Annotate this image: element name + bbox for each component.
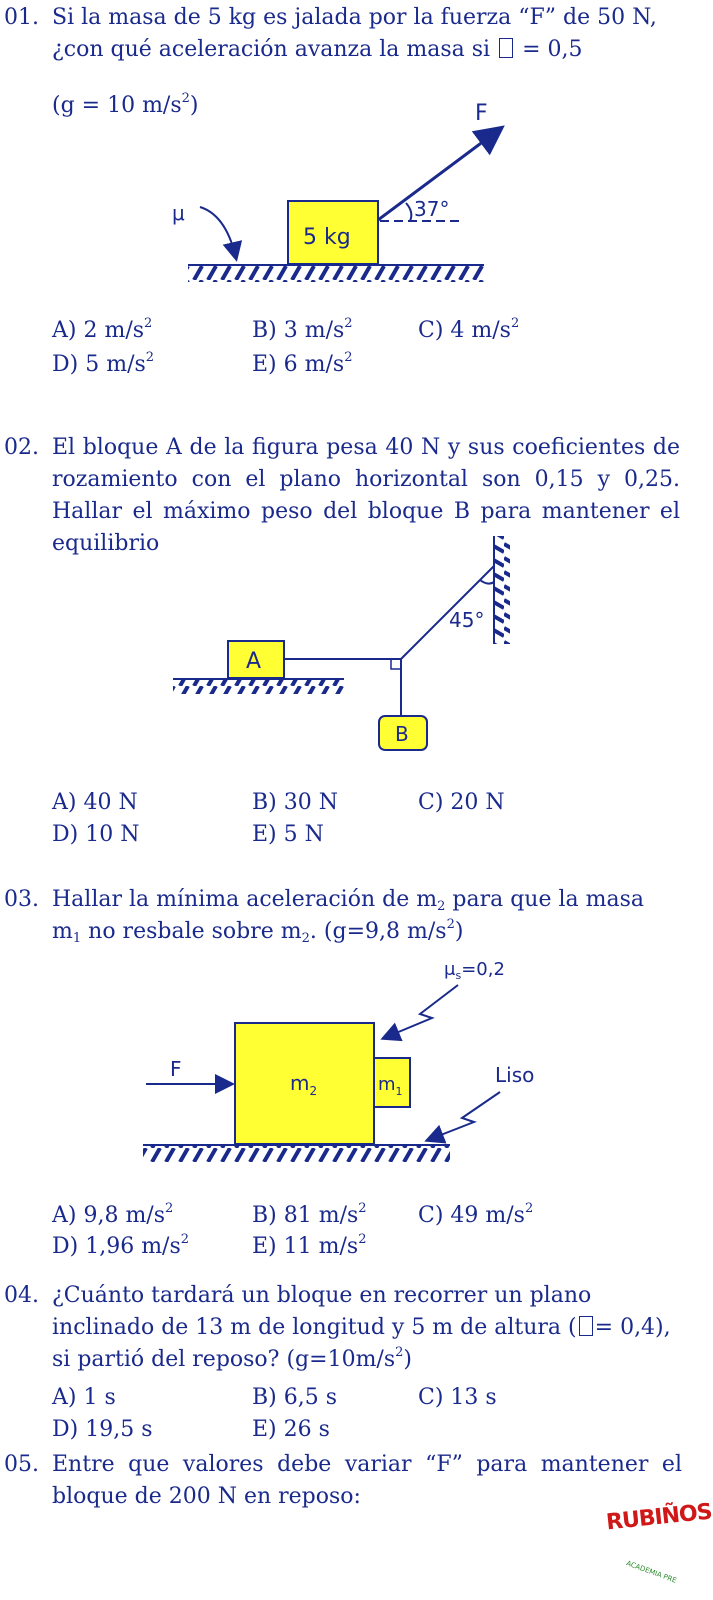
q3-m2-label: $m_2$ (290, 1071, 318, 1098)
q3-liso-label: Liso (495, 1063, 535, 1087)
q3-ground (143, 1146, 450, 1162)
q2-option-a[interactable]: A) 40 N (52, 790, 138, 815)
q3-option-d[interactable]: D) 1,96 $m/s^2$ (52, 1232, 190, 1259)
rubinos-logo-subtitle: ACADEMIA PRE (625, 1559, 678, 1585)
q5-text: Entre que valores debe variar “F” para mantener el bloque de 200 N en reposo: (52, 1452, 682, 1509)
q1-line1: Si la masa de 5 kg es jalada por la fuerza “F” de 50 N, (52, 5, 657, 30)
q3-mu-arrow (384, 985, 458, 1038)
q4-text (52, 1280, 682, 1376)
q4-option-b[interactable]: B) 6,5 s (252, 1385, 338, 1410)
missing-symbol-box (579, 1316, 593, 1336)
q2-angle-label: 45° (449, 608, 485, 632)
q3-option-b[interactable]: B) 81 $m/s^2$ (252, 1201, 367, 1228)
q3-line1: Hallar la mínima aceleración de $m_2$ para que la masa (52, 887, 644, 914)
q2-option-b[interactable]: B) 30 N (252, 790, 338, 815)
q1-angle-label: 37° (414, 197, 450, 221)
q3-line2: $m_1$ no resbale sobre $m_2$. (g=9,8 $m/s^2$) (52, 917, 464, 946)
q2-number: 02. (4, 435, 39, 460)
q3-force-label: F (170, 1057, 182, 1081)
q4-line2: inclinado de 13 m de longitud y 5 m de altura ( = 0,4), (52, 1315, 671, 1340)
q4-line1: ¿Cuánto tardará un bloque en recorrer un plano (52, 1283, 592, 1308)
q1-mu-label: μ (172, 201, 185, 225)
q1-option-a[interactable]: A) 2 $m/s^2$ (52, 316, 153, 343)
q3-option-c[interactable]: C) 49 $m/s^2$ (418, 1201, 534, 1228)
q5-number: 05. (4, 1452, 39, 1477)
q1-option-b[interactable]: B) 3 $m/s^2$ (252, 316, 353, 343)
q2-option-d[interactable]: D) 10 N (52, 822, 140, 847)
q3-option-e[interactable]: E) 11 $m/s^2$ (252, 1232, 367, 1259)
q4-line3: si partió del reposo? $(g=10m/s^2)$ (52, 1345, 413, 1372)
q1-gravity: (g = 10 $m/s^2$) (52, 91, 199, 118)
q2-block-b-label: B (395, 722, 409, 746)
q3-m1-label: $m_1$ (378, 1074, 403, 1098)
q4-option-a[interactable]: A) 1 s (52, 1385, 116, 1410)
q4-option-e[interactable]: E) 26 s (252, 1417, 330, 1442)
q2-text: El bloque A de la figura pesa 40 N y sus coeficientes de rozamiento con el plano horizontal son 0,15 y 0,25. Hallar el máximo peso del bloque B para mantener el equilibrio (52, 435, 680, 556)
q1-line2: ¿con qué aceleración avanza la masa si = 0,5 (52, 37, 583, 62)
q2-option-c[interactable]: C) 20 N (418, 790, 505, 815)
q4-number: 04. (4, 1283, 39, 1308)
q1-force-label: F (475, 101, 488, 126)
q3-option-a[interactable]: A) 9,8 $m/s^2$ (52, 1201, 174, 1228)
rubinos-logo: RUBIÑOS (604, 1499, 713, 1536)
q1-option-e[interactable]: E) 6 $m/s^2$ (252, 350, 353, 377)
q4-option-d[interactable]: D) 19,5 s (52, 1417, 153, 1442)
q1-option-d[interactable]: D) 5 $m/s^2$ (52, 350, 155, 377)
q3-number: 03. (4, 887, 39, 912)
q1-option-c[interactable]: C) 4 $m/s^2$ (418, 316, 520, 343)
q3-mu-label: $\mu_s=0,2$ (444, 959, 505, 982)
q4-option-c[interactable]: C) 13 s (418, 1385, 497, 1410)
q2-block-a-label: A (246, 649, 262, 674)
q1-number: 01. (4, 5, 39, 30)
q2-option-e[interactable]: E) 5 N (252, 822, 324, 847)
q1-block-label: 5 kg (303, 225, 351, 250)
q3-liso-arrow (428, 1092, 500, 1140)
